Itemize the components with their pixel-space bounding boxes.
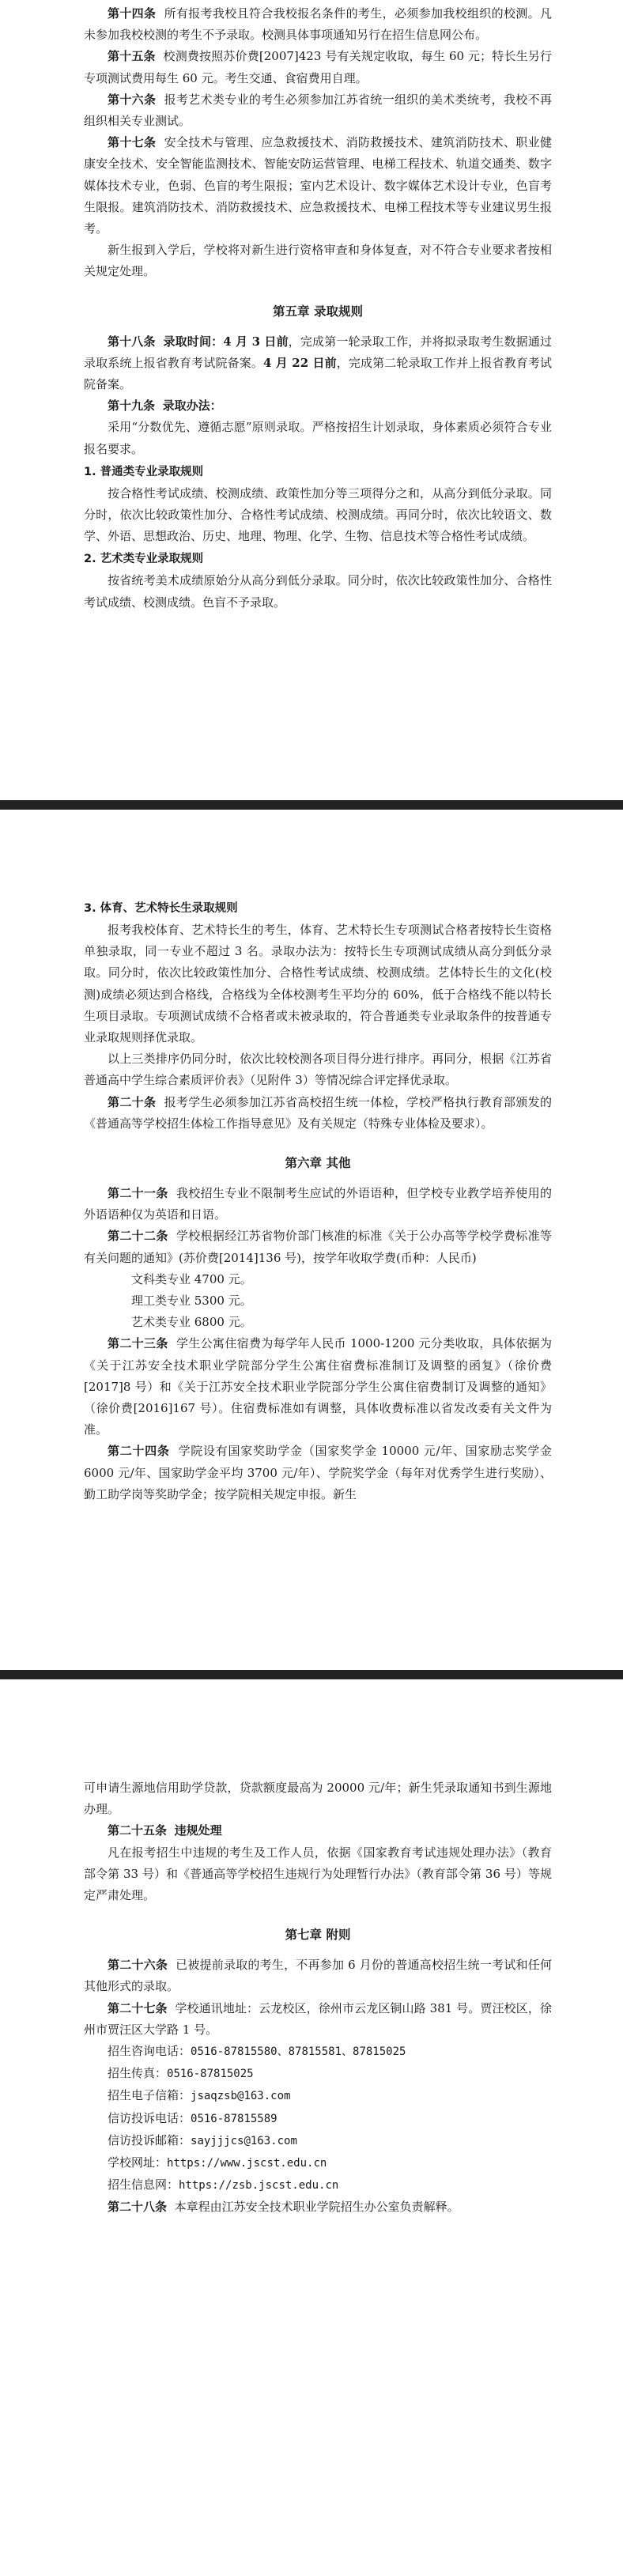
rule-3-title: 3. 体育、艺术特长生录取规则 [84,902,238,915]
article-18 [84,331,552,396]
contact-label: 招生信息网： [108,2178,179,2193]
article-28-label: 第二十八条 [108,2200,168,2215]
contact-admissions-website [84,2174,552,2196]
contact-school-website [84,2152,552,2174]
article-23-label: 第二十三条 [108,1336,168,1351]
article-20 [84,1092,552,1135]
article-14-label: 第十四条 [108,6,157,21]
rule-3-text: 报考我校体育、艺术特长生的考生，体育、艺术特长生专项测试合格者按特长生资格单独录取，同一专业不超过 3 名。录取办法为：按特长生专项测试成绩从高分到低分录取。同分时，依次比较政策性加分、合格性考试成绩、校测成绩。艺体特长生的文化(校测)成绩必须达到合格线，合格线为全体校测考生平均分的 60%，低于合格线不能以特长生项目录取。专项测试成绩不合格者或未被录取的，符合普通类专业录取条件的按普通专业录取规则择优录取。 [84,923,552,1045]
article-25 [84,1820,552,1841]
fee-art: 艺术类专业 6800 元。 [131,1315,252,1330]
article-28 [84,2196,552,2218]
contact-admissions-email [84,2085,552,2107]
article-21 [84,1183,552,1226]
article-25-title: 违规处理 [174,1823,222,1838]
article-17-label: 第十七条 [108,135,157,150]
article-19-text: 采用“分数优先、遵循志愿”原则录取。严格按招生计划录取，身体素质必须符合专业报名要求。 [84,420,552,456]
article-21-label: 第二十一条 [108,1186,168,1201]
article-16-text: 报考艺术类专业的考生必须参加江苏省统一组织的美术类统考，我校不再组织相关专业测试。 [84,92,552,129]
article-15-text: 校测费按照苏价费[2007]423 号有关规定收取，每生 60 元；特长生另行专项测试费用每生 60 元。考生交通、食宿费用自理。 [84,49,552,85]
article-25-text: 凡在报考招生中违规的考生及工作人员，依据《国家教育考试违规处理办法》（教育部令第 33 号）和《普通高等学校招生违规行为处理暂行办法》（教育部令第 36 号）等规定严肃处理。 [84,1845,552,1903]
chapter-5-heading: 第五章 录取规则 [273,303,363,319]
article-18-text-1: ，完成第一轮录取工作，并将拟录取考生数据通过录取系统上报省教育考试院备案。 [84,334,552,370]
fee-liberal-arts: 文科类专业 4700 元。 [131,1271,252,1286]
article-19-heading: 录取办法： [162,398,222,414]
contact-value[interactable]: https://zsb.jscst.edu.cn [179,2179,339,2193]
rule-2-text: 按省统考美术成绩原始分从高分到低分录取。同分时，依次比较政策性加分、合格性考试成绩、校测成绩。色盲不予录取。 [84,573,552,610]
article-15 [84,46,552,89]
contact-value[interactable]: sayjjjcs@163.com [191,2134,297,2147]
contact-label: 招生传真： [108,2066,168,2081]
chapter-6-heading: 第六章 其他 [285,1155,351,1171]
contact-complaint-email [84,2130,552,2152]
contact-label: 招生咨询电话： [108,2044,191,2059]
article-26 [84,1955,552,1997]
article-17 [84,132,552,240]
article-26-label: 第二十六条 [108,1958,168,1973]
article-14-text: 所有报考我校且符合我校报名条件的考生，必须参加我校组织的校测。凡未参加我校校测的考生不予录取。校测具体事项通知另行在招生信息网公布。 [84,6,552,43]
contact-label: 学校网址： [108,2155,168,2170]
document-page-3 [0,1690,623,2576]
contact-value: 0516-87815589 [191,2112,278,2125]
contact-label: 信访投诉电话： [108,2110,191,2125]
article-18-time: 录取时间：4 月 3 日前 [163,334,289,349]
article-27-text: 学校通讯地址：云龙校区，徐州市云龙区铜山路 381 号。贾汪校区，徐州市贾汪区大学路 1 号。 [84,2000,552,2037]
article-16 [84,89,552,132]
article-25-label: 第二十五条 [108,1823,168,1838]
contact-admissions-phone [84,2041,552,2063]
article-17-text: 安全技术与管理、应急救援技术、消防救援技术、建筑消防技术、职业健康安全技术、安全智能监测技术、智能安防运营管理、电梯工程技术、轨道交通类、数字媒体技术专业，色弱、色盲的考生限报；室内艺术设计、数字媒体艺术设计专业，色盲考生限报。建筑消防技术、消防救援技术、应急救援技术、电梯工程技术等专业建议男生报考。 [84,135,552,236]
article-22 [84,1226,552,1268]
page-separator [0,1670,623,1679]
article-21-text: 我校招生专业不限制考生应试的外语语种，但学校专业教学培养使用的外语语种仅为英语和日语。 [84,1186,552,1222]
article-27-label: 第二十七条 [108,2000,168,2015]
article-14 [84,3,552,46]
rule-1-title: 1. 普通类专业录取规则 [84,465,204,478]
contact-value[interactable]: https://www.jscst.edu.cn [167,2157,327,2170]
document-page-2 [0,821,623,1664]
article-27 [84,1998,552,2041]
article-16-label: 第十六条 [108,92,157,107]
article-15-label: 第十五条 [108,49,156,64]
article-22-label: 第二十二条 [108,1229,168,1244]
article-24-label: 第二十四条 [108,1444,170,1459]
contact-value: 0516-87815025 [167,2068,254,2081]
article-20-text: 报考学生必须参加江苏省高校招生统一体检，学校严格执行教育部颁发的《普通高等学校招生体检工作指导意见》及有关规定（特殊专业体检及要求）。 [84,1094,552,1131]
article-22-text: 学校根据经江苏省物价部门核准的标准《关于公办高等学校学费标准等有关问题的通知》(苏价费[2014]136 号)，按学年收取学费(币种：人民币) [84,1229,552,1265]
rule-2-title: 2. 艺术类专业录取规则 [84,553,204,566]
article-23-text: 学生公寓住宿费为每学年人民币 1000-1200 元分类收取，具体依据为《关于江苏安全技术职业学院部分学生公寓住宿费标准制订及调整的函复》（徐价费[2017]8 号）和《关于江苏安全技术职业学院部分学生公寓住宿费制订及调整的通知》（徐价费[2016]167 号）。住宿费标准如有调整，具体收费标准以省发改委有关文件为准。 [84,1336,552,1437]
article-19-label: 第十九条 [108,398,156,414]
article-18-text-2: ，完成第二轮录取工作并上报省教育考试院备案。 [84,355,552,392]
article-20-label: 第二十条 [108,1094,157,1109]
article-26-text: 已被提前录取的考生，不再参加 6 月份的普通高校招生统一考试和任何其他形式的录取。 [84,1958,552,1994]
document-page-1 [0,0,623,794]
article-19 [84,395,552,417]
contact-label: 信访投诉邮箱： [108,2132,191,2147]
tie-break-rule: 以上三类排序仍同分时，依次比较校测各项目得分进行排序。再同分，根据《江苏省普通高中学生综合素质评价表》（见附件 3）等情况综合评定择优录取。 [84,1052,552,1088]
article-28-text: 本章程由江苏安全技术职业学院招生办公室负责解释。 [174,2200,459,2215]
page-separator [0,800,623,810]
article-24-text: 学院设有国家奖助学金（国家奖学金 10000 元/年、国家励志奖学金 6000 元/年、国家助学金平均 3700 元/年）、学院奖学金（每年对优秀学生进行奖励）、勤工助学岗等奖助学金；按学院相关规定申报。新生 [84,1444,552,1501]
article-24-continued: 可申请生源地信用助学贷款，贷款额度最高为 20000 元/年；新生凭录取通知书到生源地办理。 [84,1781,552,1817]
contact-complaint-phone [84,2108,552,2130]
article-24 [84,1441,552,1505]
article-18-date-2: 4 月 22 日前 [262,355,337,370]
fee-science-engineering: 理工类专业 5300 元。 [131,1294,252,1309]
contact-label: 招生电子信箱： [108,2088,191,2103]
article-18-label: 第十八条 [108,334,156,349]
chapter-7-heading: 第七章 附则 [285,1927,351,1943]
new-student-check: 新生报到入学后，学校将对新生进行资格审查和身体复查，对不符合专业要求者按相关规定处理。 [84,243,552,279]
rule-1-text: 按合格性考试成绩、校测成绩、政策性加分等三项得分之和，从高分到低分录取。同分时，依次比较政策性加分、合格性考试成绩、校测成绩。再同分时，依次比较语文、数学、外语、思想政治、历史、地理、物理、化学、生物、信息技术等合格性考试成绩。 [84,485,552,544]
contact-value[interactable]: jsaqzsb@163.com [191,2090,291,2103]
contact-admissions-fax [84,2063,552,2085]
contact-value: 0516-87815580、87815581、87815025 [191,2045,406,2059]
article-23 [84,1333,552,1441]
